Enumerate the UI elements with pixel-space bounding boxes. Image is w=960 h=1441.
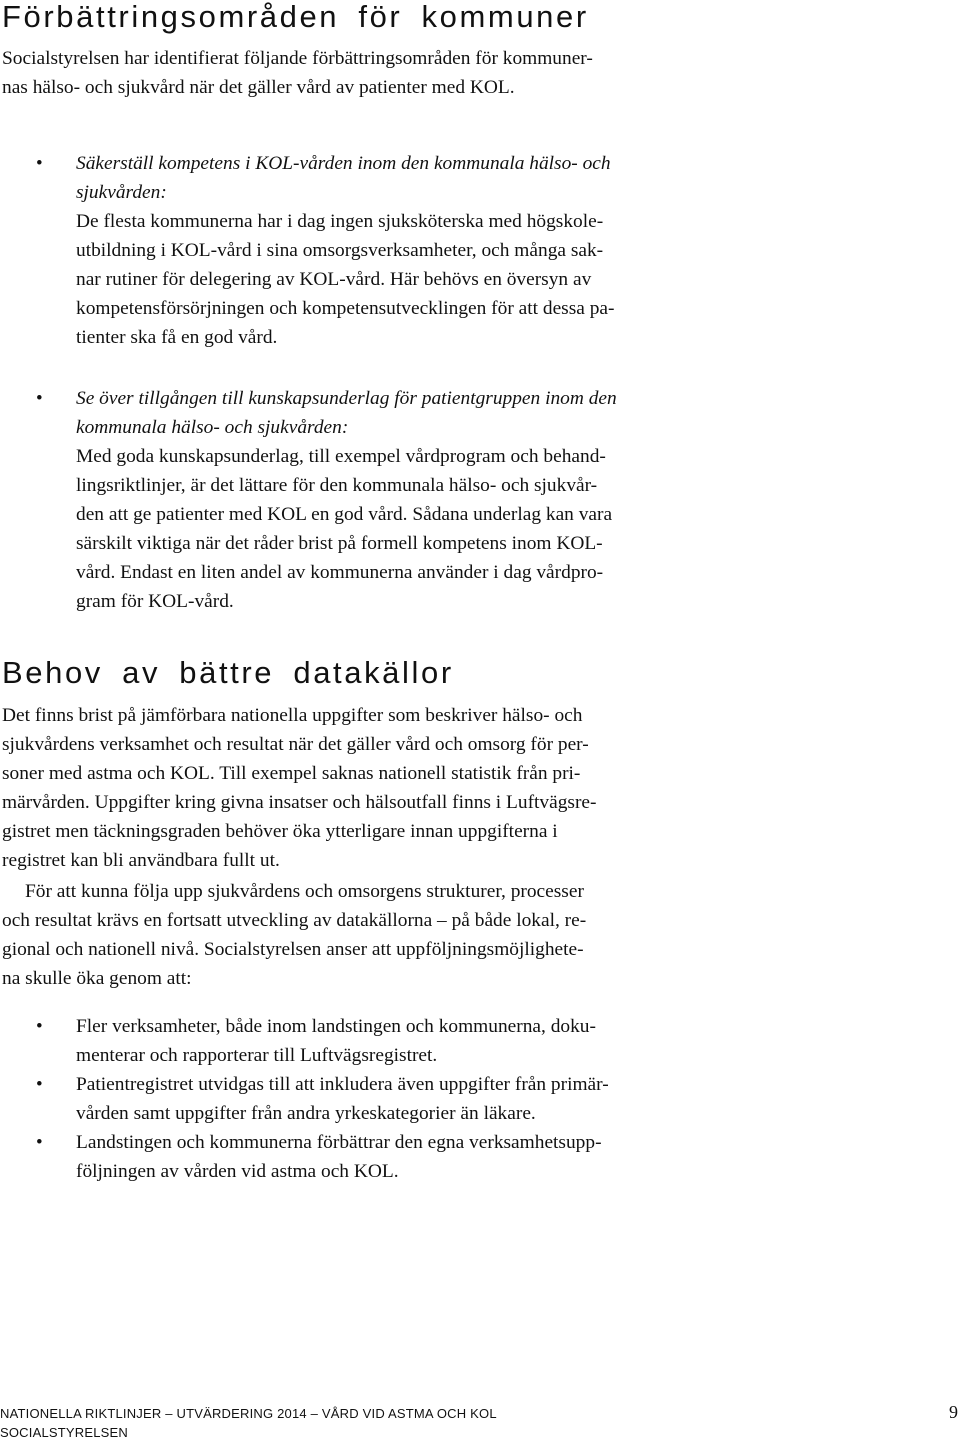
bullet-text-line: gram för KOL-vård.	[76, 591, 234, 612]
bullet-text-line: utbildning i KOL-vård i sina omsorgsverksamheter, och många sak-	[76, 240, 604, 261]
bullet-body	[76, 149, 614, 352]
bullet-text-line: De flesta kommunerna har i dag ingen sjuksköterska med högskole-	[76, 211, 604, 232]
intro-line: nas hälso- och sjukvård när det gäller vård av patienter med KOL.	[2, 77, 515, 98]
bullet-text-line: Patientregistret utvidgas till att inkludera även uppgifter från primär-	[76, 1074, 609, 1095]
paragraph-line: och resultat krävs en fortsatt utveckling av datakällorna – på både lokal, re-	[2, 910, 587, 931]
paragraph-line: registret kan bli användbara fullt ut.	[2, 850, 280, 871]
footer-report-title: NATIONELLA RIKTLINJER – UTVÄRDERING 2014 – VÅRD VID ASTMA OCH KOL	[0, 1406, 497, 1421]
bullet-text-line: följningen av vården vid astma och KOL.	[76, 1161, 399, 1182]
bullet-text-line: kompetensförsörjningen och kompetensutvecklingen för att dessa pa-	[76, 298, 615, 319]
intro-paragraph	[2, 44, 762, 102]
section-heading-improvement-areas: Förbättringsområden för kommuner	[2, 0, 589, 34]
bullet-text-line: vård. Endast en liten andel av kommunerna använder i dag vårdpro-	[76, 562, 604, 583]
footer-publisher: SOCIALSTYRELSEN	[0, 1425, 128, 1440]
paragraph-line: gional och nationell nivå. Socialstyrelsen anser att uppföljningsmöjlighete-	[2, 939, 584, 960]
paragraph-line: soner med astma och KOL. Till exempel saknas nationell statistik från pri-	[2, 763, 581, 784]
section-heading-data-sources: Behov av bättre datakällor	[2, 655, 454, 690]
bullet-body	[76, 1128, 602, 1186]
page-number: 9	[949, 1402, 958, 1422]
bullet-title-line: Säkerställ kompetens i KOL-vården inom den kommunala hälso- och	[76, 153, 611, 174]
bullet-icon	[36, 1128, 44, 1157]
bullet-title-line: Se över tillgången till kunskapsunderlag för patientgruppen inom den	[76, 388, 617, 409]
bullet-icon	[36, 149, 44, 178]
bullet-body	[76, 384, 617, 616]
bullet-icon	[36, 1012, 44, 1041]
paragraph-line: gistret men täckningsgraden behöver öka ytterligare innan uppgifterna i	[2, 821, 558, 842]
bullet-text-line: menterar och rapporterar till Luftvägsregistret.	[76, 1045, 438, 1066]
bullet-text-line: vården samt uppgifter från andra yrkeskategorier än läkare.	[76, 1103, 536, 1124]
paragraph-line: sjukvårdens verksamhet och resultat när det gäller vård och omsorg för per-	[2, 734, 589, 755]
bullet-icon	[36, 384, 44, 413]
paragraph-line: märvården. Uppgifter kring givna insatser och hälsoutfall finns i Luftvägsre-	[2, 792, 597, 813]
bullet-body	[76, 1070, 609, 1128]
bullet-text-line: den att ge patienter med KOL en god vård. Sådana underlag kan vara	[76, 504, 613, 525]
data-sources-paragraph	[2, 701, 762, 875]
bullet-title-line: kommunala hälso- och sjukvården:	[76, 417, 349, 438]
bullet-text-line: Fler verksamheter, både inom landstingen och kommunerna, doku-	[76, 1016, 596, 1037]
paragraph-line: na skulle öka genom att:	[2, 968, 192, 989]
bullet-text-line: lingsriktlinjer, är det lättare för den kommunala hälso- och sjukvår-	[76, 475, 598, 496]
bullet-icon	[36, 1070, 44, 1099]
intro-line: Socialstyrelsen har identifierat följande förbättringsområden för kommuner-	[2, 48, 593, 69]
bullet-text-line: Landstingen och kommunerna förbättrar den egna verksamhetsupp-	[76, 1132, 602, 1153]
paragraph-line: Det finns brist på jämförbara nationella uppgifter som beskriver hälso- och	[2, 705, 583, 726]
paragraph-line: För att kunna följa upp sjukvårdens och omsorgens strukturer, processer	[25, 881, 584, 902]
bullet-text-line: nar rutiner för delegering av KOL-vård. Här behövs en översyn av	[76, 269, 592, 290]
bullet-text-line: särskilt viktiga när det råder brist på formell kompetens inom KOL-	[76, 533, 603, 554]
bullet-text-line: Med goda kunskapsunderlag, till exempel vårdprogram och behand-	[76, 446, 606, 467]
bullet-body	[76, 1012, 596, 1070]
follow-up-paragraph	[2, 877, 762, 993]
bullet-text-line: tienter ska få en god vård.	[76, 327, 278, 348]
bullet-title-line: sjukvården:	[76, 182, 167, 203]
